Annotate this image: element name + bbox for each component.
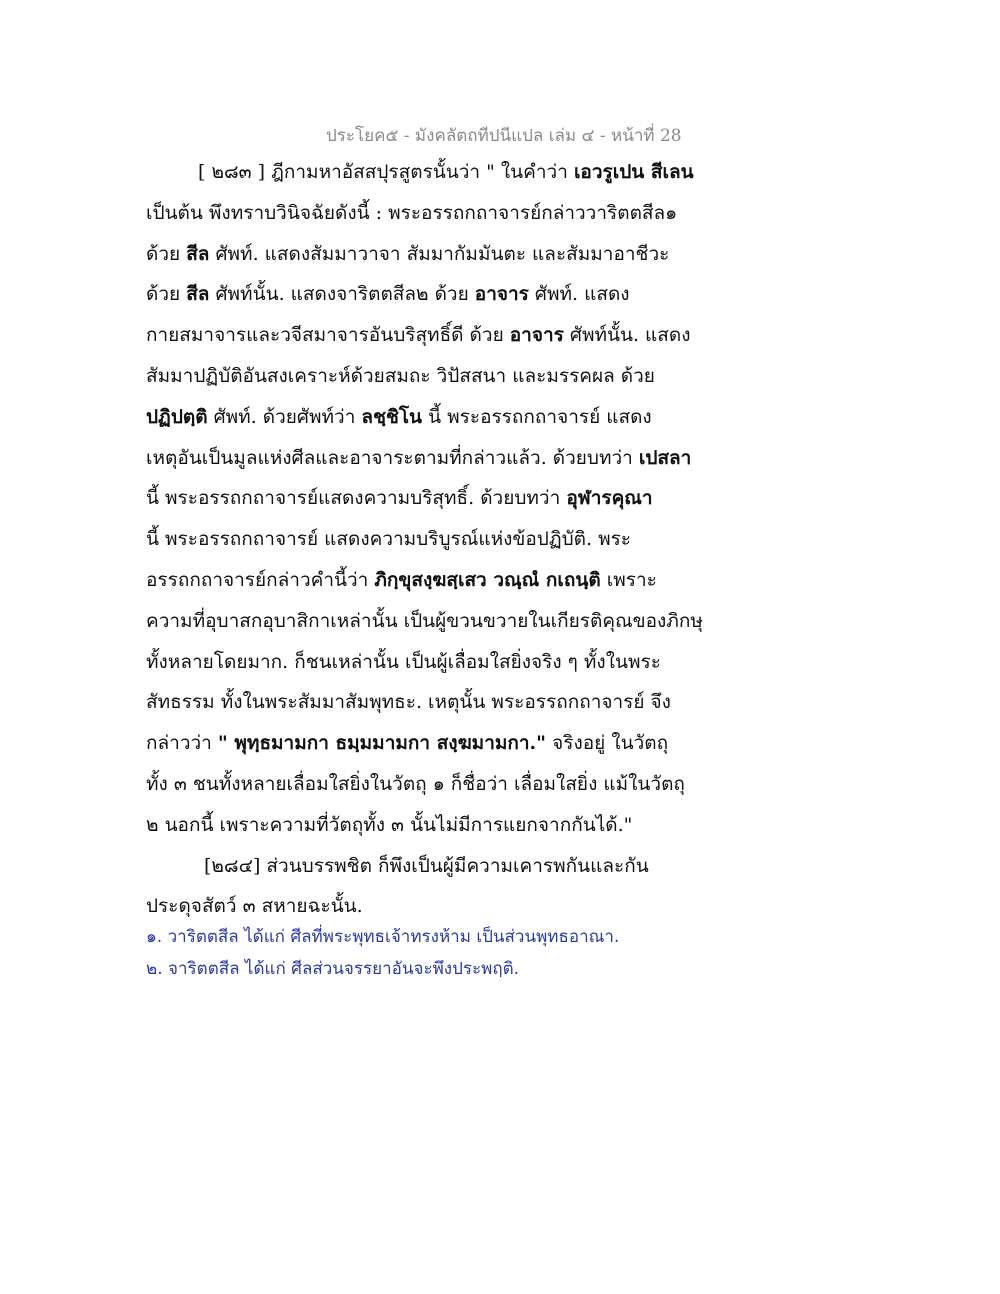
text-line: ๒ นอกนี้ เพราะความที่วัตถุทั้ง ๓ นั้นไม่มีการแยกจากกันได้."	[146, 813, 633, 836]
text-line: ทั้ง ๓ ชนทั้งหลายเลื่อมใสยิ่งในวัตถุ ๑ ก็ชื่อว่า เลื่อมใสยิ่ง แม้ในวัตถุ	[146, 772, 685, 795]
pali-term: ปฏิปตฺติ	[146, 405, 208, 428]
running-head: ประโยค๕ - มังคลัตถทีปนีแปล เล่ม ๔ - หน้าที่ 28	[326, 126, 682, 146]
pali-term: ลชฺชิโน	[361, 405, 423, 428]
text-line: นี้ พระอรรถกถาจารย์ แสดงความบริบูรณ์แห่งข้อปฏิบัติ. พระ	[146, 528, 632, 551]
text-line: สัทธรรม ทั้งในพระสัมมาสัมพุทธะ. เหตุนั้น พระอรรถกถาจารย์ จึง	[146, 691, 671, 714]
body-text	[146, 152, 726, 927]
text-line: ด้วย สีล ศัพท์. แสดงสัมมาวาจา สัมมากัมมันตะ และสัมมาอาชีวะ	[146, 242, 670, 265]
footnotes	[146, 921, 746, 985]
pali-term: ภิกฺขุสงฺฆสฺเสว วณฺณํ กเถนฺติ	[374, 568, 601, 591]
text-line: [๒๘๔] ส่วนบรรพชิต ก็พึงเป็นผู้มีความเคารพกันและกัน	[204, 854, 649, 877]
text-line: กายสมาจารและวจีสมาจารอันบริสุทธิ์ดี ด้วย อาจาร ศัพท์นั้น. แสดง	[146, 324, 691, 347]
text-line: ประดุจสัตว์ ๓ สหายฉะนั้น.	[146, 895, 363, 918]
text-line: เป็นต้น พึงทราบวินิจฉัยดังนี้ : พระอรรถกถาจารย์กล่าววาริตตสีล๑	[146, 201, 678, 224]
text-line: กล่าวว่า " พุทฺธมามกา ธมฺมมามกา สงฺฆมามกา." จริงอยู่ ในวัตถุ	[146, 732, 669, 755]
text-line: ทั้งหลายโดยมาก. ก็ชนเหล่านั้น เป็นผู้เลื่อมใสยิ่งจริง ๆ ทั้งในพระ	[146, 650, 661, 673]
text-line: [ ๒๘๓ ] ฎีกามหาอัสสปุรสูตรนั้นว่า " ในคำว่า เอวรูเปน สีเลน	[198, 161, 694, 183]
pali-term: สีล	[186, 242, 210, 265]
footnote: ๑. วาริตตสีล ได้แก่ ศีลที่พระพุทธเจ้าทรงห้าม เป็นส่วนพุทธอาณา.	[146, 927, 620, 947]
pali-term: สีล	[186, 283, 210, 306]
pali-term: เปสลา	[638, 446, 692, 469]
text-line: เหตุอันเป็นมูลแห่งศีลและอาจาระตามที่กล่าวแล้ว. ด้วยบทว่า เปสลา	[146, 446, 692, 469]
footnote: ๒. จาริตตสีล ได้แก่ ศีลส่วนจรรยาอันจะพึงประพฤติ.	[146, 959, 520, 979]
pali-term: เอวรูเปน สีเลน	[573, 161, 694, 183]
text-line: ความที่อุบาสกอุบาสิกาเหล่านั้น เป็นผู้ขวนขวายในเกียรติคุณของภิกษุ	[146, 609, 703, 632]
pali-term: อุฬารคุณา	[566, 487, 653, 510]
text-line: นี้ พระอรรถกถาจารย์แสดงความบริสุทธิ์. ด้วยบทว่า อุฬารคุณา	[146, 487, 653, 510]
text-line: สัมมาปฏิบัติอันสงเคราะห์ด้วยสมถะ วิปัสสนา และมรรคผล ด้วย	[146, 364, 655, 387]
pali-term: อาจาร	[509, 324, 564, 347]
text-line: ด้วย สีล ศัพท์นั้น. แสดงจาริตตสีล๒ ด้วย อาจาร ศัพท์. แสดง	[146, 283, 630, 306]
pali-term: " พุทฺธมามกา ธมฺมมามกา สงฺฆมามกา."	[217, 732, 547, 755]
text-line: ปฏิปตฺติ ศัพท์. ด้วยศัพท์ว่า ลชฺชิโน นี้ พระอรรถกถาจารย์ แสดง	[146, 405, 652, 428]
text-line: อรรถกถาจารย์กล่าวคำนี้ว่า ภิกฺขุสงฺฆสฺเสว วณฺณํ กเถนฺติ เพราะ	[146, 568, 657, 591]
pali-term: อาจาร	[474, 283, 529, 306]
